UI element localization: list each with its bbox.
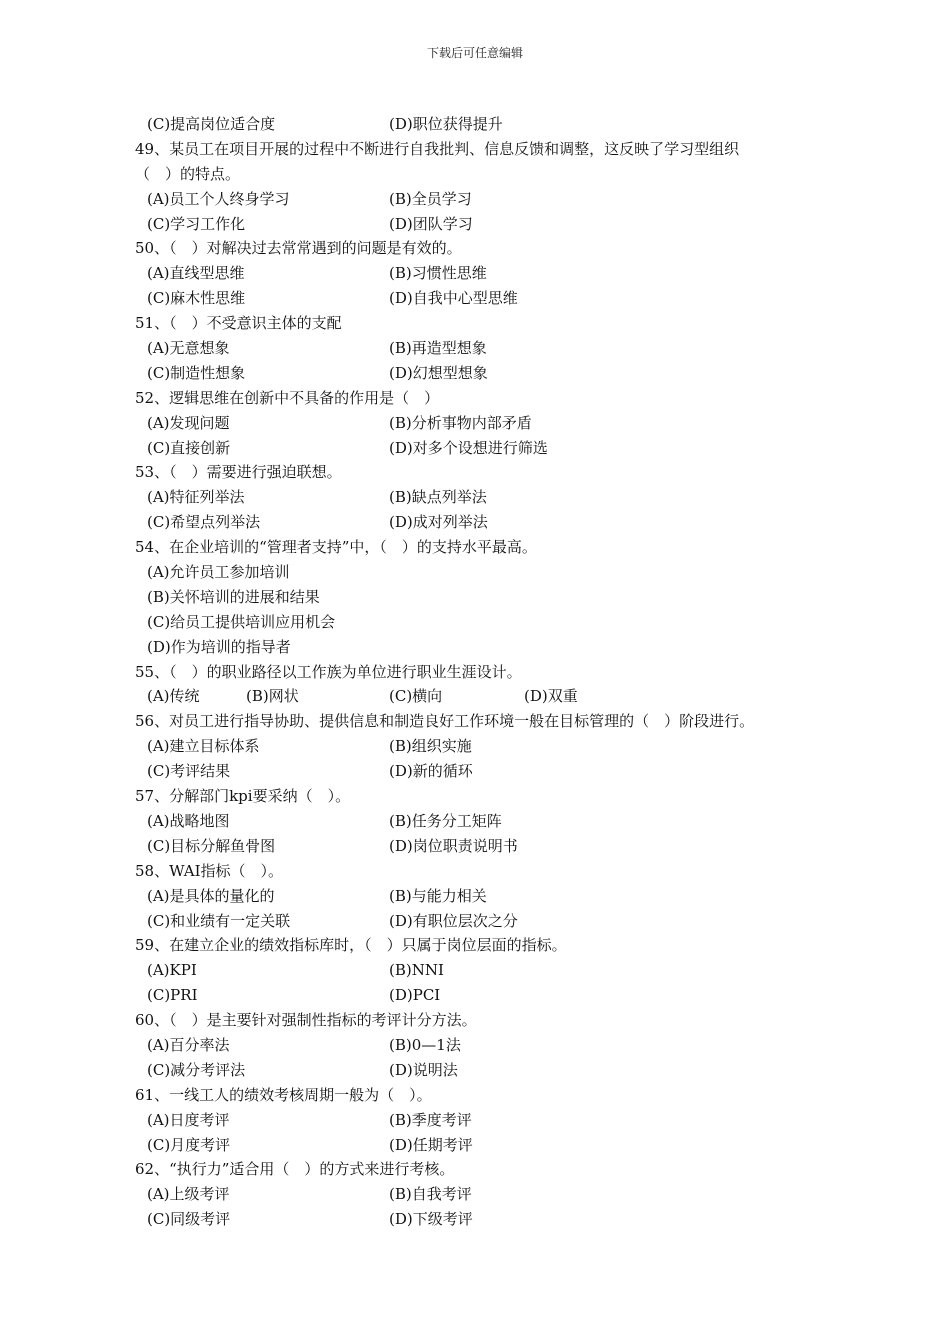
question-text: 55、（ ）的职业路径以工作族为单位进行职业生涯设计。 bbox=[135, 662, 522, 681]
option-right: (D)有职位层次之分 bbox=[389, 911, 518, 930]
option-left: (A)特征列举法 bbox=[147, 488, 245, 507]
option-row bbox=[135, 834, 825, 859]
option-row bbox=[135, 759, 825, 784]
option-row bbox=[135, 212, 825, 237]
option-left: (A)百分率法 bbox=[147, 1035, 230, 1054]
option-row bbox=[135, 187, 825, 212]
option-left: (C)提高岗位适合度 bbox=[147, 115, 276, 133]
option-right: (D)团队学习 bbox=[389, 214, 473, 233]
option-right: (B)组织实施 bbox=[389, 737, 472, 756]
question-text: （ ）的特点。 bbox=[135, 164, 241, 183]
question-list bbox=[135, 112, 825, 1232]
option-right: (B)再造型想象 bbox=[389, 339, 487, 358]
question-text: 58、WAI指标（ ）。 bbox=[135, 861, 284, 880]
option-row bbox=[135, 261, 825, 286]
question-text: 49、某员工在项目开展的过程中不断进行自我批判、信息反馈和调整，这反映了学习型组织 bbox=[135, 139, 740, 158]
question-text: 52、逻辑思维在创新中不具备的作用是（ ） bbox=[135, 388, 440, 407]
option-row bbox=[135, 734, 825, 759]
option-left: (A)上级考评 bbox=[147, 1185, 230, 1204]
option-row bbox=[135, 436, 825, 461]
question-text: 51、（ ）不受意识主体的支配 bbox=[135, 314, 342, 333]
option-right: (B)NNI bbox=[389, 961, 444, 980]
option-right: (B)分析事物内部矛盾 bbox=[389, 413, 532, 432]
option-left: (A)战略地图 bbox=[147, 811, 230, 830]
question-text: 61、一线工人的绩效考核周期一般为（ ）。 bbox=[135, 1085, 432, 1104]
option-row bbox=[135, 1058, 825, 1083]
option-left: (A)员工个人终身学习 bbox=[147, 189, 290, 208]
option-left: (C)希望点列举法 bbox=[147, 513, 261, 532]
option-single: (D)作为培训的指导者 bbox=[147, 637, 291, 656]
option-row bbox=[135, 485, 825, 510]
option-right: (D)职位获得提升 bbox=[389, 115, 503, 133]
option-left: (C)PRI bbox=[147, 986, 198, 1005]
option-right: (B)缺点列举法 bbox=[389, 488, 487, 507]
option-row bbox=[135, 1033, 825, 1058]
question-text: 54、在企业培训的“管理者支持”中，（ ）的支持水平最高。 bbox=[135, 538, 537, 557]
option-right: (D)幻想型想象 bbox=[389, 363, 488, 382]
option-right: (D)自我中心型思维 bbox=[389, 289, 518, 308]
option-row bbox=[135, 958, 825, 983]
option-row bbox=[135, 336, 825, 361]
option-row bbox=[135, 809, 825, 834]
option-row bbox=[135, 286, 825, 311]
question-text: 62、“执行力”适合用（ ）的方式来进行考核。 bbox=[135, 1160, 455, 1179]
option-row bbox=[135, 684, 825, 709]
option-left: (C)和业绩有一定关联 bbox=[147, 911, 291, 930]
option-left: (A)建立目标体系 bbox=[147, 737, 260, 756]
option-left: (A)无意想象 bbox=[147, 339, 230, 358]
option-d: (D)双重 bbox=[524, 687, 578, 706]
option-row bbox=[135, 1108, 825, 1133]
question-text: 60、（ ）是主要针对强制性指标的考评计分方法。 bbox=[135, 1011, 477, 1030]
option-right: (B)任务分工矩阵 bbox=[389, 811, 502, 830]
option-left: (C)月度考评 bbox=[147, 1135, 231, 1154]
option-right: (D)成对列举法 bbox=[389, 513, 488, 532]
option-left: (C)减分考评法 bbox=[147, 1060, 246, 1079]
option-right: (D)岗位职责说明书 bbox=[389, 836, 518, 855]
option-row bbox=[135, 983, 825, 1008]
option-c: (C)横向 bbox=[389, 687, 443, 706]
option-row bbox=[135, 411, 825, 436]
page-header: 下载后可任意编辑 bbox=[426, 46, 523, 60]
option-right: (B)习惯性思维 bbox=[389, 264, 487, 283]
option-row bbox=[135, 884, 825, 909]
option-right: (B)季度考评 bbox=[389, 1110, 472, 1129]
option-left: (C)目标分解鱼骨图 bbox=[147, 836, 276, 855]
option-row bbox=[135, 112, 825, 137]
option-left: (A)KPI bbox=[147, 961, 197, 980]
option-left: (C)直接创新 bbox=[147, 438, 231, 457]
option-row bbox=[135, 909, 825, 934]
option-right: (B)0—1法 bbox=[389, 1035, 461, 1054]
option-right: (D)对多个设想进行筛选 bbox=[389, 438, 548, 457]
option-right: (D)说明法 bbox=[389, 1060, 458, 1079]
option-left: (C)考评结果 bbox=[147, 762, 231, 781]
option-left: (C)学习工作化 bbox=[147, 214, 246, 233]
option-right: (D)新的循环 bbox=[389, 762, 473, 781]
option-left: (C)制造性想象 bbox=[147, 363, 246, 382]
option-right: (B)自我考评 bbox=[389, 1185, 472, 1204]
option-right: (D)下级考评 bbox=[389, 1210, 473, 1229]
question-text: 50、（ ）对解决过去常常遇到的问题是有效的。 bbox=[135, 239, 462, 258]
option-left: (A)是具体的量化的 bbox=[147, 886, 275, 905]
option-single: (B)关怀培训的进展和结果 bbox=[147, 587, 320, 606]
option-left: (A)直线型思维 bbox=[147, 264, 245, 283]
option-left: (A)发现问题 bbox=[147, 413, 230, 432]
option-left: (C)麻木性思维 bbox=[147, 289, 246, 308]
option-single: (C)给员工提供培训应用机会 bbox=[147, 612, 336, 631]
option-left: (A)日度考评 bbox=[147, 1110, 230, 1129]
option-a: (A)传统 bbox=[147, 687, 200, 706]
question-text: 59、在建立企业的绩效指标库时，（ ）只属于岗位层面的指标。 bbox=[135, 936, 567, 955]
option-row bbox=[135, 510, 825, 535]
option-left: (C)同级考评 bbox=[147, 1210, 231, 1229]
option-row bbox=[135, 1207, 825, 1232]
question-text: 53、（ ）需要进行强迫联想。 bbox=[135, 463, 342, 482]
option-right: (D)PCI bbox=[389, 986, 441, 1005]
question-text: 57、分解部门kpi要采纳（ ）。 bbox=[135, 787, 351, 806]
option-right: (B)与能力相关 bbox=[389, 886, 487, 905]
option-b: (B)网状 bbox=[246, 687, 299, 706]
option-right: (D)任期考评 bbox=[389, 1135, 473, 1154]
option-single: (A)允许员工参加培训 bbox=[147, 563, 290, 582]
option-row bbox=[135, 361, 825, 386]
option-right: (B)全员学习 bbox=[389, 189, 472, 208]
question-text: 56、对员工进行指导协助、提供信息和制造良好工作环境一般在目标管理的（ ）阶段进行。 bbox=[135, 712, 755, 731]
option-row bbox=[135, 1133, 825, 1158]
option-row bbox=[135, 1182, 825, 1207]
